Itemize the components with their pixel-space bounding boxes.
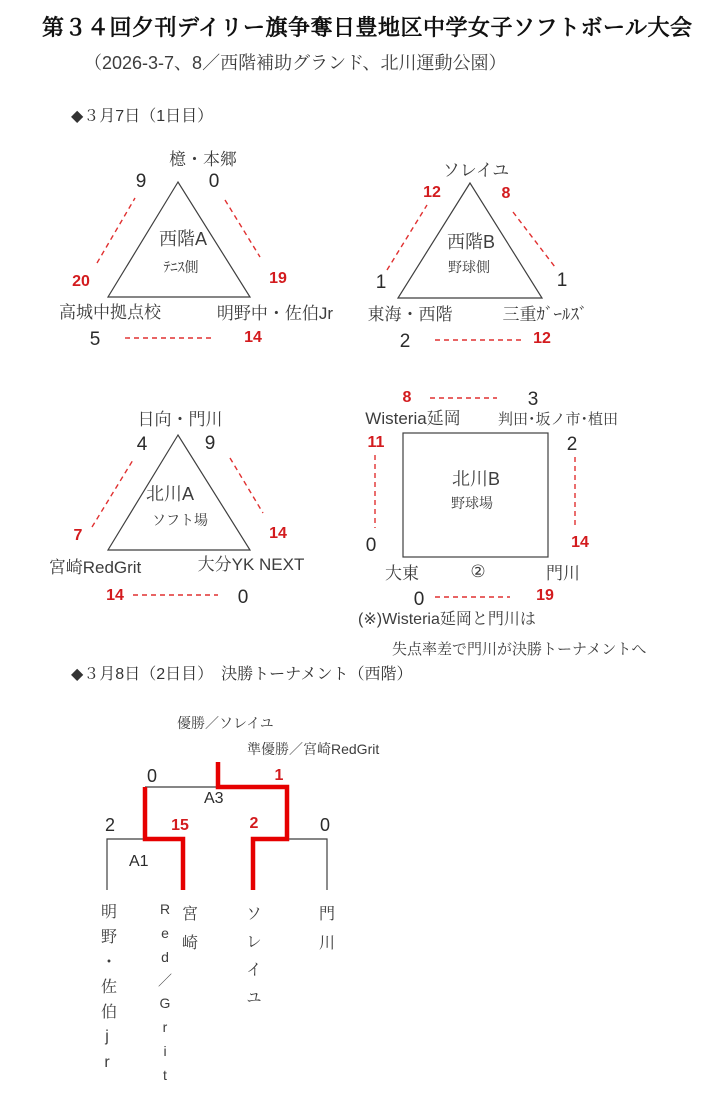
final-left-score: 0 [146, 766, 158, 786]
final-match-label: A3 [204, 790, 224, 807]
page-subtitle: （2026-3-7、8／西階補助グランド、北川運動公園） [84, 53, 507, 73]
semi-left-match-label: A1 [129, 853, 149, 870]
group-b-right-dash [513, 212, 555, 267]
day1-heading: ◆３月7日（1日目） [71, 108, 214, 125]
group-a-left-team: 高城中拠点校 [59, 303, 161, 322]
semi-right-left-score: 2 [249, 815, 259, 832]
group-c-score-top-left: 4 [136, 434, 148, 455]
group-c-score-left-side: 7 [73, 527, 83, 544]
group-b-score-bottom-left: 2 [399, 331, 411, 352]
semi-right-right-score: 0 [319, 815, 331, 835]
group-c-score-bottom-left: 14 [106, 587, 124, 604]
group-d-score-left-edge-bottom: 0 [365, 535, 377, 556]
group-d-score-bottom-edge-left: 0 [413, 589, 425, 610]
group-d-score-right-edge-top: 2 [566, 434, 578, 455]
group-b-right-team: 三重ｶﾞｰﾙｽﾞ [502, 305, 588, 324]
group-a-venue: ﾃﾆｽ側 [163, 259, 199, 275]
group-d-top-right-team: 判田･坂ノ市･植田 [497, 411, 619, 428]
group-c-left-team: 宮崎RedGrit [48, 558, 142, 577]
entrant-miyazaki-redgrit-line1: 宮崎 [179, 905, 197, 963]
group-b-name: 西階B [446, 232, 496, 252]
entrant-kadogawa: 門川 [316, 905, 334, 963]
group-a-score-bottom-left: 5 [89, 329, 101, 350]
group-a-name: 西階A [158, 229, 208, 249]
entrant-miyazaki-redgrit-line2: Red／Grit [157, 901, 173, 1091]
group-a-score-left-side: 20 [72, 273, 90, 290]
group-d-bottom-left-team: 大東 [385, 564, 419, 583]
group-c-right-dash [230, 458, 263, 513]
match-connectors [89, 198, 575, 597]
entrant-soleil: ソレイユ [243, 905, 261, 1017]
group-c-top-team: 日向・門川 [137, 410, 223, 429]
tiebreak-note-line2: 失点率差で門川が決勝トーナメントへ [392, 641, 647, 658]
group-b-top-team: ソレイユ [442, 161, 510, 180]
entrant-akeno-saiki-jr: 明野・佐伯jr [98, 903, 116, 1080]
group-a-score-right-side: 19 [269, 270, 287, 287]
group-a-score-top-left: 9 [135, 171, 147, 192]
group-b-score-top-left: 12 [423, 184, 441, 201]
group-a-left-dash [97, 198, 135, 263]
bracket-red-lines [145, 762, 287, 890]
group-b-score-left-side: 1 [375, 272, 387, 293]
group-d-score-top-edge-left: 8 [402, 389, 412, 406]
runner-up-label: 準優勝／宮崎RedGrit [247, 741, 380, 757]
group-a-score-bottom-right: 14 [244, 329, 262, 346]
day2-heading: ◆３月8日（2日目） 決勝トーナメント（西階） [71, 666, 413, 683]
group-a-score-top-right: 0 [208, 171, 220, 192]
group-d-score-left-edge-top: 11 [367, 434, 385, 451]
tiebreak-note-line1: (※)Wisteria延岡と門川は [358, 611, 536, 628]
group-d-score-right-edge-bottom: 14 [571, 534, 589, 551]
group-c-score-top-right: 9 [204, 433, 216, 454]
group-c-score-right-side: 14 [269, 525, 287, 542]
page-title: 第３４回夕刊デイリー旗争奪日豊地区中学女子ソフトボール大会 [42, 15, 693, 40]
group-b-score-right-side: 1 [556, 270, 568, 291]
group-b-score-bottom-right: 12 [533, 330, 551, 347]
group-d-score-top-edge-right: 3 [527, 389, 539, 410]
group-a-right-team: 明野中・佐伯Jr [216, 304, 334, 323]
group-d-score-bottom-edge-right: 19 [536, 587, 554, 604]
group-a-right-dash [225, 200, 260, 257]
group-c-right-team: 大分YK NEXT [197, 555, 305, 574]
semi-left-left-score: 2 [104, 815, 116, 835]
runner-up-path [145, 787, 183, 890]
group-c-left-dash [92, 460, 133, 527]
group-d-bottom-right-team: 門川 [546, 564, 580, 583]
group-c-name: 北川A [145, 484, 195, 504]
group-d-name: 北川B [451, 469, 501, 489]
group-d-venue: 野球場 [451, 495, 493, 511]
champion-label: 優勝／ソレイユ [177, 715, 274, 731]
semi-right-loser-line [287, 839, 327, 890]
group-b-score-top-right: 8 [501, 185, 511, 202]
group-b-left-team: 東海・西階 [367, 305, 453, 324]
group-c-score-bottom-right: 0 [237, 587, 249, 608]
group-b-venue: 野球側 [448, 259, 490, 275]
group-c-venue: ソフト場 [152, 512, 208, 528]
semi-left-right-score: 15 [171, 817, 189, 834]
group-d-center-mark: ② [470, 562, 486, 581]
final-right-score: 1 [274, 767, 284, 784]
group-d-top-left-team: Wisteria延岡 [365, 409, 461, 428]
group-a-top-team: 檍・本郷 [169, 150, 237, 169]
